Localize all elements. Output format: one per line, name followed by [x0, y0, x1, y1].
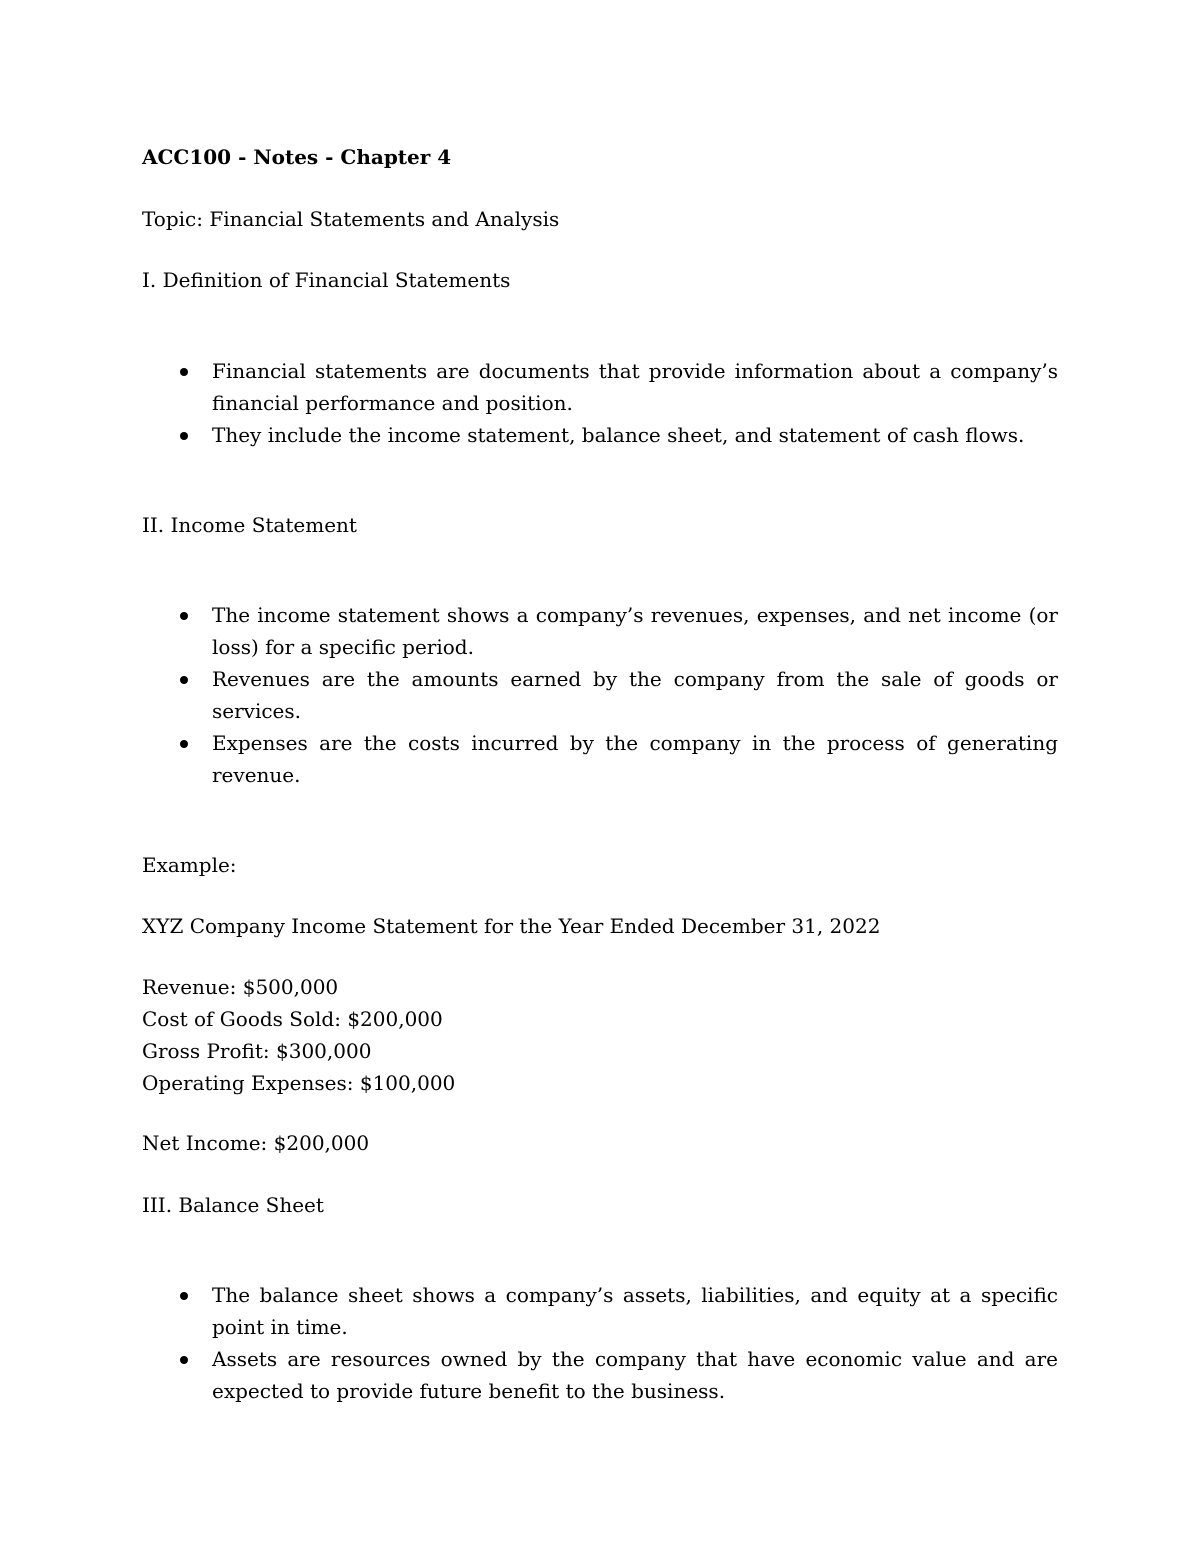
bullet-icon [180, 432, 188, 440]
example-label: Example: [142, 853, 237, 877]
statement-line-gross-profit: Gross Profit: $300,000 [142, 1039, 372, 1063]
bullet-icon [180, 1292, 188, 1300]
list-item-text: Revenues are the amounts earned by the company from the sale of goods or services. [212, 667, 1058, 723]
bullet-icon [180, 740, 188, 748]
list-item [180, 1343, 1058, 1407]
statement-line-cogs: Cost of Goods Sold: $200,000 [142, 1007, 443, 1031]
bullet-icon [180, 1356, 188, 1364]
list-item-text: They include the income statement, balance sheet, and statement of cash flows. [212, 423, 1025, 447]
bullet-icon [180, 368, 188, 376]
statement-line-net-income: Net Income: $200,000 [142, 1131, 370, 1155]
section-heading-definition: I. Definition of Financial Statements [142, 268, 511, 292]
list-item-text: Assets are resources owned by the company that have economic value and are expected to provide future benefit to the business. [212, 1347, 1058, 1403]
list-item [180, 419, 1058, 451]
list-item [180, 727, 1058, 791]
section-heading-balance-sheet: III. Balance Sheet [142, 1193, 324, 1217]
list-item [180, 599, 1058, 663]
statement-line-operating-expenses: Operating Expenses: $100,000 [142, 1071, 456, 1095]
document-title: ACC100 - Notes - Chapter 4 [142, 145, 452, 169]
example-statement-lines [142, 971, 455, 1099]
example-statement-title: XYZ Company Income Statement for the Year Ended December 31, 2022 [142, 914, 881, 938]
statement-line-revenue: Revenue: $500,000 [142, 975, 339, 999]
list-item-text: The balance sheet shows a company’s assets, liabilities, and equity at a specific point in time. [212, 1283, 1058, 1339]
document-topic: Topic: Financial Statements and Analysis [142, 207, 560, 231]
bullet-icon [180, 612, 188, 620]
list-item [180, 663, 1058, 727]
list-item-text: The income statement shows a company’s revenues, expenses, and net income (or loss) for a specific period. [212, 603, 1058, 659]
bullet-icon [180, 676, 188, 684]
list-item-text: Financial statements are documents that provide information about a company’s financial performance and position. [212, 359, 1058, 415]
list-item-text: Expenses are the costs incurred by the company in the process of generating revenue. [212, 731, 1058, 787]
list-item [180, 355, 1058, 419]
section-heading-income-statement: II. Income Statement [142, 513, 357, 537]
list-item [180, 1279, 1058, 1343]
